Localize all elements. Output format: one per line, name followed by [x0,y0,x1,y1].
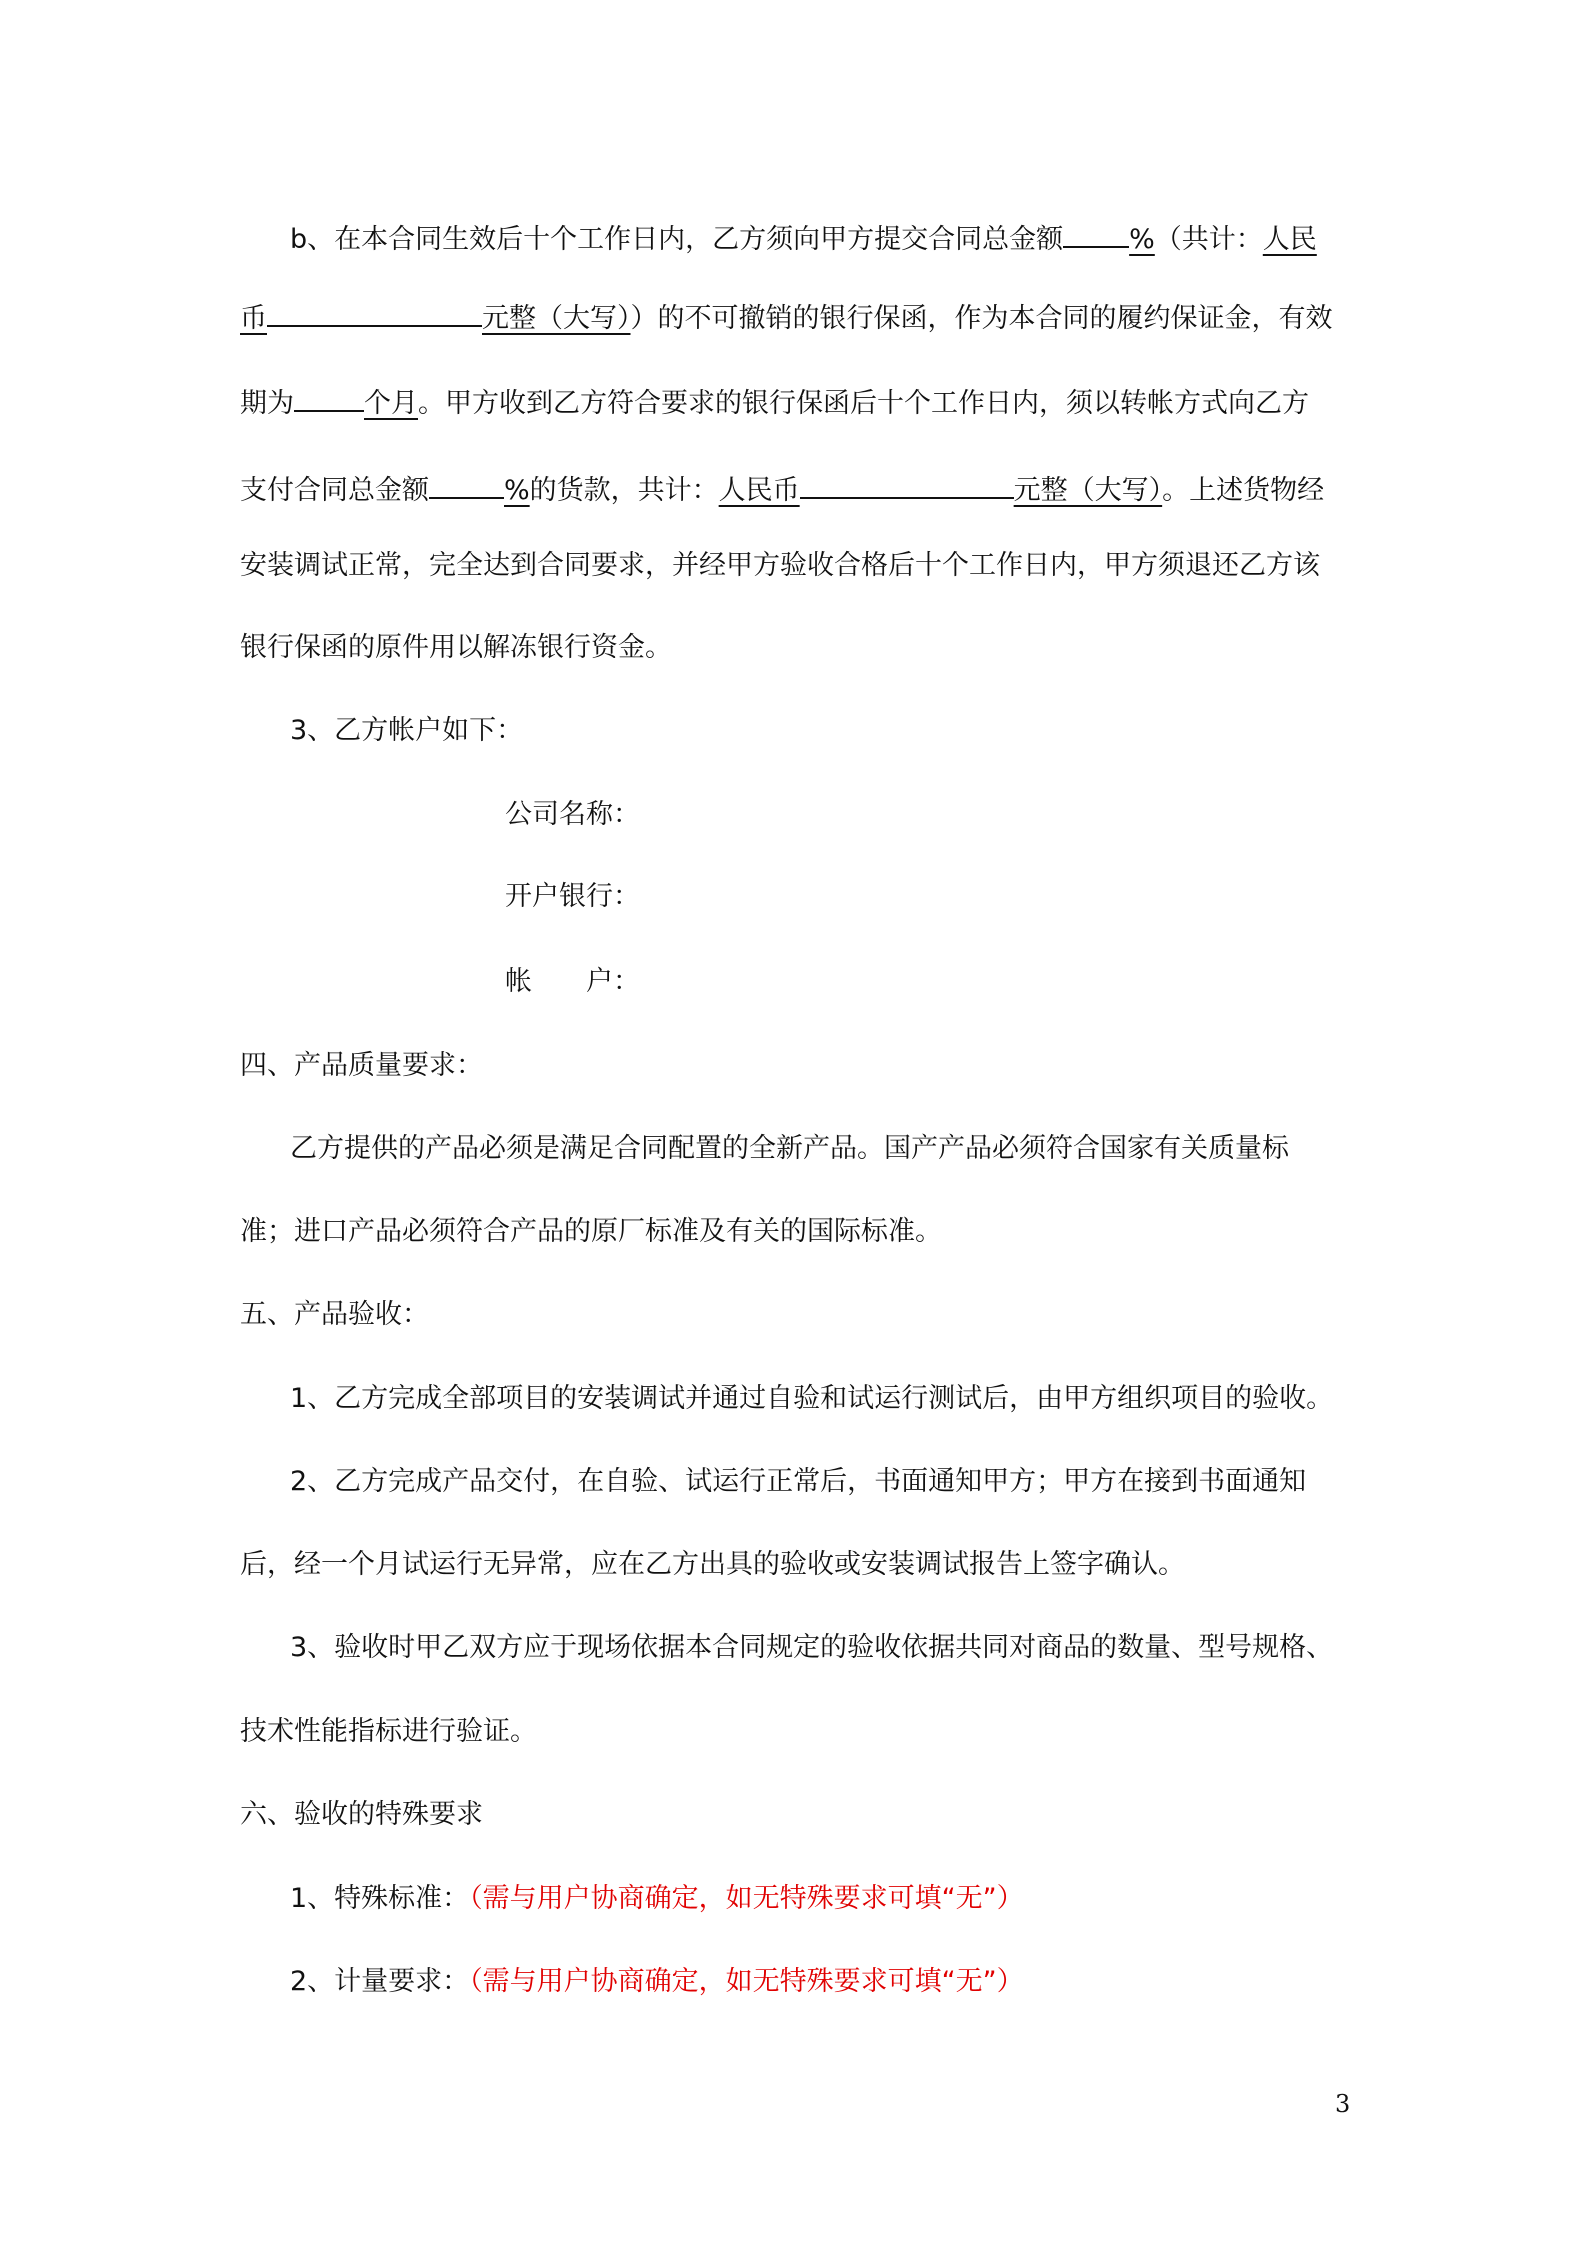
measurement-requirement-note: （需与用户协商确定，如无特殊要求可填“无”） [469,1966,1024,1997]
account-number-label: 帐 户： [505,966,640,997]
percent-blank-2[interactable] [429,465,504,499]
bank-label: 开户银行： [505,881,640,912]
months-blank[interactable] [294,378,364,412]
section-5-item-3-line-1: 3、验收时甲乙双方应于现场依据本合同规定的验收依据共同对商品的数量、型号规格、 [290,1632,1334,1663]
company-name-label: 公司名称： [505,799,640,830]
payment-b-line-1: b、在本合同生效后十个工作日内，乙方须向甲方提交合同总金额 %（共计：人民 [290,214,1317,260]
section-6-item-1: 1、特殊标准：（需与用户协商确定，如无特殊要求可填“无”） [290,1883,1024,1914]
section-6-title: 六、验收的特殊要求 [240,1799,483,1830]
payment-b-line-5: 安装调试正常，完全达到合同要求，并经甲方验收合格后十个工作日内，甲方须退还乙方该 [240,550,1320,581]
payment-b-line-6: 银行保函的原件用以解冻银行资金。 [240,632,672,663]
amount-blank[interactable] [267,293,482,327]
section-5-item-1: 1、乙方完成全部项目的安装调试并通过自验和试运行测试后，由甲方组织项目的验收。 [290,1383,1334,1414]
account-heading: 3、乙方帐户如下： [290,715,524,746]
section-4-title: 四、产品质量要求： [240,1050,483,1081]
percent-blank[interactable] [1063,214,1129,248]
section-4-paragraph-line-1: 乙方提供的产品必须是满足合同配置的全新产品。国产产品必须符合国家有关质量标 [290,1133,1289,1164]
section-5-item-2-line-2: 后，经一个月试运行无异常，应在乙方出具的验收或安装调试报告上签字确认。 [240,1549,1185,1580]
amount-blank-2[interactable] [800,465,1014,499]
section-4-paragraph-line-2: 准；进口产品必须符合产品的原厂标准及有关的国际标准。 [240,1216,942,1247]
payment-b-line-3: 期为 个月。甲方收到乙方符合要求的银行保函后十个工作日内，须以转帐方式向乙方 [240,378,1309,424]
section-5-title: 五、产品验收： [240,1299,429,1330]
section-5-item-3-line-2: 技术性能指标进行验证。 [240,1716,537,1747]
page-number: 3 [1335,2090,1351,2118]
section-5-item-2-line-1: 2、乙方完成产品交付，在自验、试运行正常后，书面通知甲方；甲方在接到书面通知 [290,1466,1307,1497]
payment-b-line-4: 支付合同总金额 %的货款，共计：人民币 元整（大写）。上述货物经 [240,465,1324,511]
payment-b-line-2: 币 元整（大写））的不可撤销的银行保函，作为本合同的履约保证金，有效 [240,293,1333,339]
section-6-item-2: 2、计量要求：（需与用户协商确定，如无特殊要求可填“无”） [290,1966,1024,1997]
special-standard-note: （需与用户协商确定，如无特殊要求可填“无”） [469,1883,1024,1914]
